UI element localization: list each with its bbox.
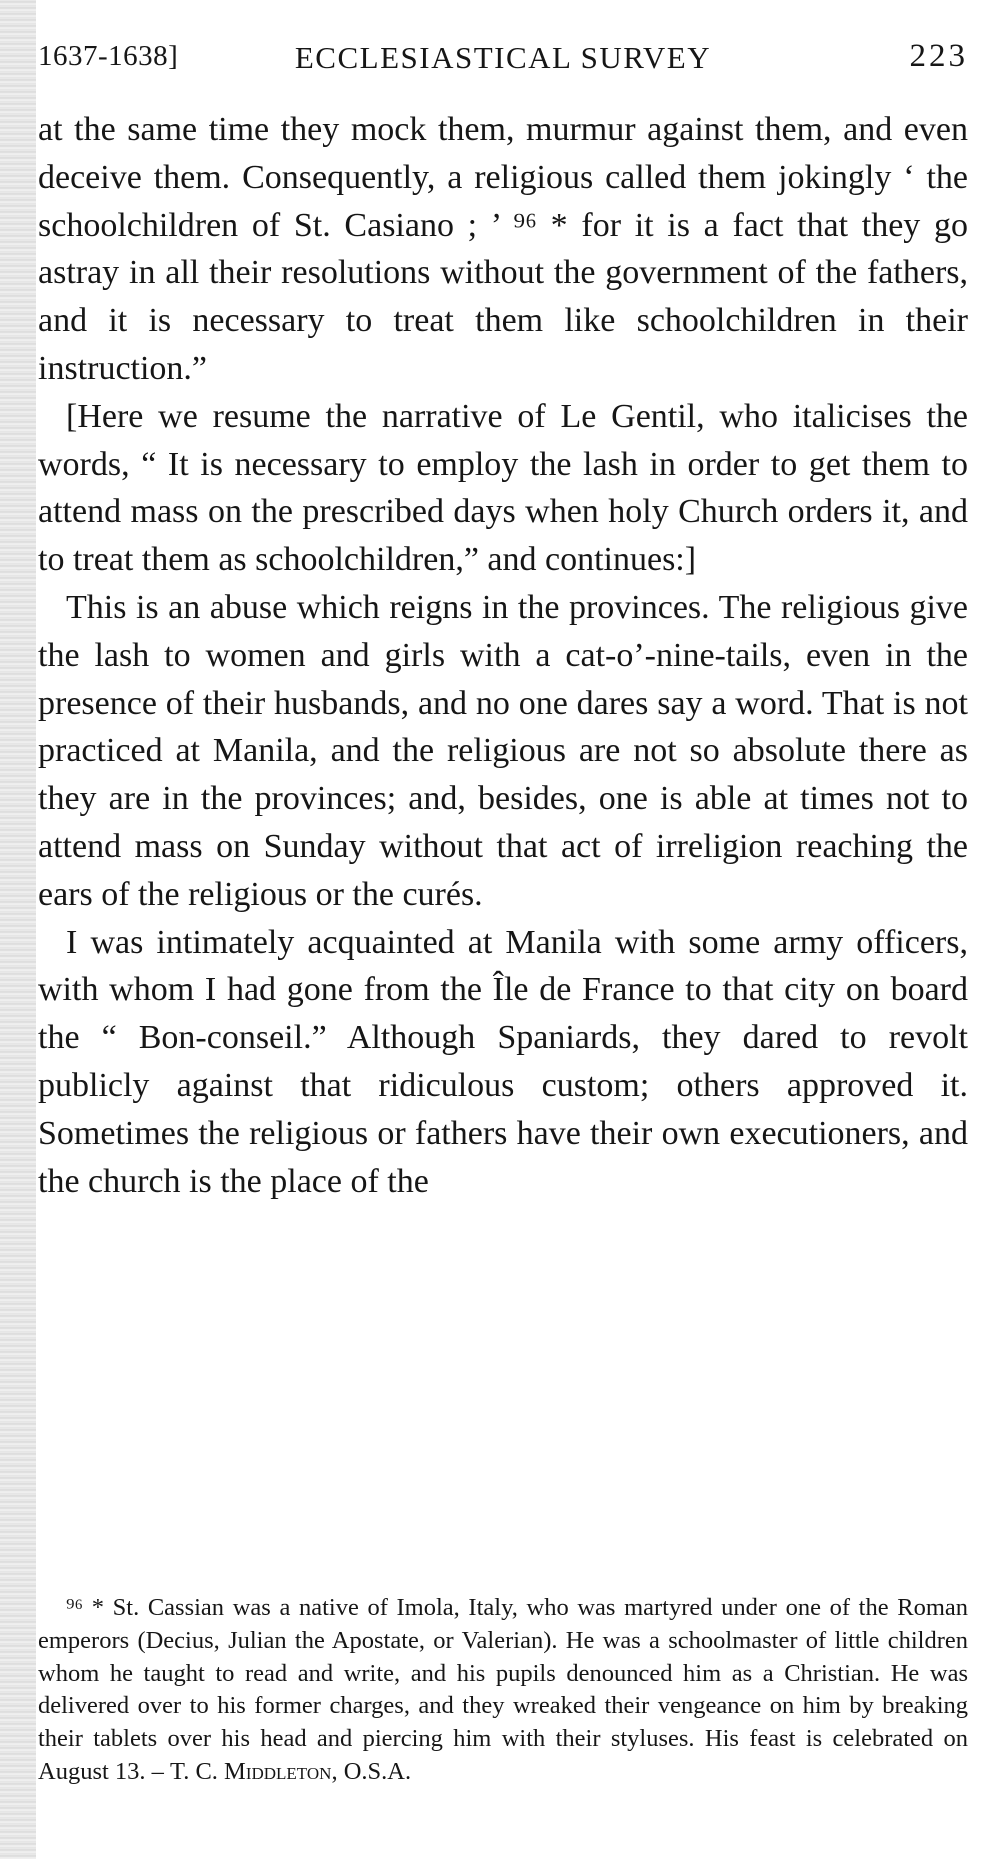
footnote-author-suffix: , O.S.A. — [331, 1757, 412, 1785]
page-number: 223 — [909, 38, 968, 74]
header-title: ECCLESIASTICAL SURVEY — [294, 40, 712, 75]
paragraph-1: at the same time they mock them, murmur against them, and even deceive them. Consequently, a religious called them jokingly ‘ the schoolchildren of St. Casiano ; ’ ⁹⁶ * for it is a fact that they go astray in all their resolutions without the government of the fathers, and it is necessary to treat them like schoolchildren in their instruction.” — [38, 111, 968, 387]
header-years: 1637-1638] — [38, 40, 179, 72]
running-header — [38, 28, 968, 78]
paragraph-3: This is an abuse which reigns in the provinces. The religious give the lash to women and girls with a cat-o’-nine-tails, even in the presence of their husbands, and no one dares say a word. That is not practiced at Manila, and the religious are not so absolute there as they are in the provinces; and, besides, one is able at times not to attend mass on Sunday without that act of irreligion reaching the ears of the religious or the curés. — [38, 588, 968, 913]
footnote-author: T. C. Middleton — [170, 1757, 332, 1785]
footnote-text: St. Cassian was a native of Imola, Italy, who was martyred under one of the Roman emperors (Decius, Julian the Apostate, or Valerian). He was a schoolmaster of little children whom he taught to read and write, and his pupils denounced him as a Christian. He was delivered over to his former charges, and they wreaked their vengeance on him by breaking their tablets over his head and piercing him with their styluses. His feast is celebrated on August 13. – — [38, 1594, 969, 1785]
footnotes — [38, 1592, 968, 1789]
paragraph-2: [Here we resume the narrative of Le Gentil, who italicises the words, “ It is necessary to employ the lash in order to get them to attend mass on the prescribed days when holy Church orders it, and to treat them as schoolchildren,” and continues:] — [38, 397, 968, 579]
paragraph-4: I was intimately acquainted at Manila with some army officers, with whom I had gone from the Île de France to that city on board the “ Bon-conseil.” Although Spaniards, they dared to revolt publicly against that ridiculous custom; others approved it. Sometimes the religious or fathers have their own executioners, and the church is the place of the — [38, 923, 968, 1200]
body-text — [38, 106, 968, 1205]
footnote-96 — [38, 1592, 968, 1789]
scan-gutter-edge — [0, 0, 36, 1859]
footnote-marker: ⁹⁶ * — [66, 1594, 104, 1621]
